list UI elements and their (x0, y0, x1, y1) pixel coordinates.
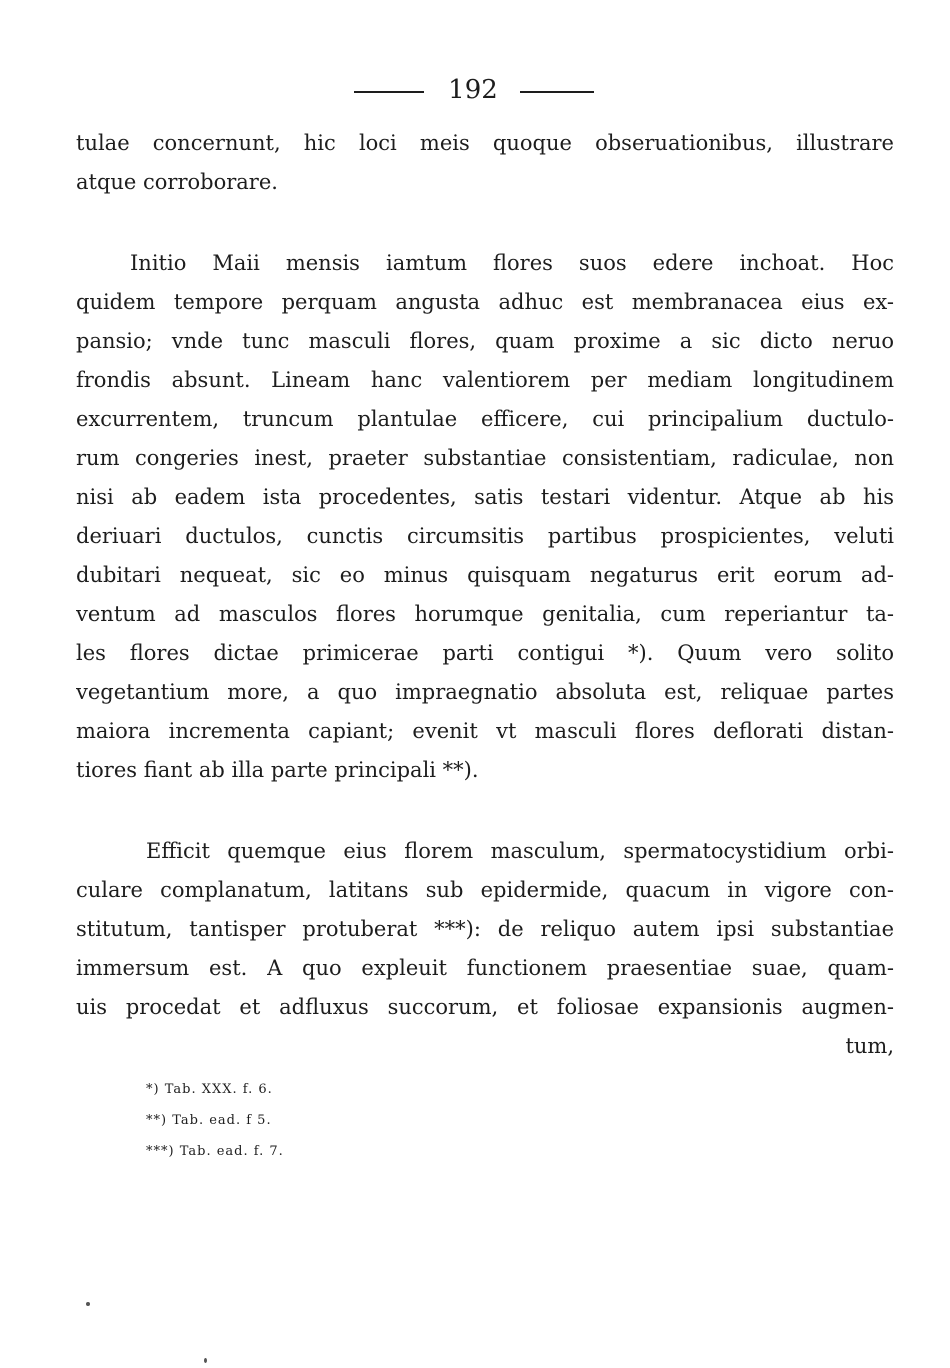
header-rule-left (354, 91, 424, 93)
footnote: ***) Tab. ead. f. 7. (146, 1144, 284, 1159)
text-line: quidem tempore perquam angusta adhuc est membranacea eius ex- (76, 290, 894, 314)
footnote: **) Tab. ead. f 5. (146, 1113, 272, 1128)
paper-speck (204, 1358, 207, 1363)
text-line: stitutum, tantisper protuberat ***): de reliquo autem ipsi substantiae (76, 917, 894, 941)
text-line: immersum est. A quo expleuit functionem praesentiae suae, quam- (76, 956, 894, 980)
paragraph-flowering (76, 244, 894, 790)
text-line: dubitari nequeat, sic eo minus quisquam negaturus erit eorum ad- (76, 563, 894, 587)
text-line: tiores fiant ab illa parte principali **). (76, 758, 479, 782)
text-line: vegetantium more, a quo impraegnatio absoluta est, reliquae partes (76, 680, 894, 704)
paragraph-continuation (76, 124, 894, 202)
paper-speck (86, 1302, 90, 1306)
text-line: uis procedat et adfluxus succorum, et foliosae expansionis augmen- (76, 995, 894, 1019)
text-line: Initio Maii mensis iamtum flores suos edere inchoat. Hoc (130, 251, 894, 275)
text-line: atque corroborare. (76, 170, 278, 194)
catchword: tum, (845, 1034, 894, 1058)
text-line: ventum ad masculos flores horumque genitalia, cum reperiantur ta- (76, 602, 894, 626)
text-line: les flores dictae primicerae parti contigui *). Quum vero solito (76, 641, 894, 665)
footnote: *) Tab. XXX. f. 6. (146, 1082, 273, 1097)
text-line: rum congeries inest, praeter substantiae consistentiam, radiculae, non (76, 446, 894, 470)
running-header (0, 72, 950, 108)
text-line: tulae concernunt, hic loci meis quoque obseruationibus, illustrare (76, 131, 894, 155)
text-line: nisi ab eadem ista procedentes, satis testari videntur. Atque ab his (76, 485, 894, 509)
text-line: culare complanatum, latitans sub epidermide, quacum in vigore con- (76, 878, 894, 902)
text-line: Efficit quemque eius florem masculum, spermatocystidium orbi- (146, 839, 894, 863)
footnotes (146, 1074, 546, 1167)
paragraph-male-flower (76, 832, 894, 1066)
header-rule-right (520, 91, 594, 93)
text-line: frondis absunt. Lineam hanc valentiorem per mediam longitudinem (76, 368, 894, 392)
text-line: excurrentem, truncum plantulae efficere, cui principalium ductulo- (76, 407, 894, 431)
page-number: 192 (448, 75, 498, 105)
text-line: pansio; vnde tunc masculi flores, quam proxime a sic dicto neruo (76, 329, 894, 353)
text-line: maiora incrementa capiant; evenit vt masculi flores deflorati distan- (76, 719, 894, 743)
text-line: deriuari ductulos, cunctis circumsitis partibus prospicientes, veluti (76, 524, 894, 548)
